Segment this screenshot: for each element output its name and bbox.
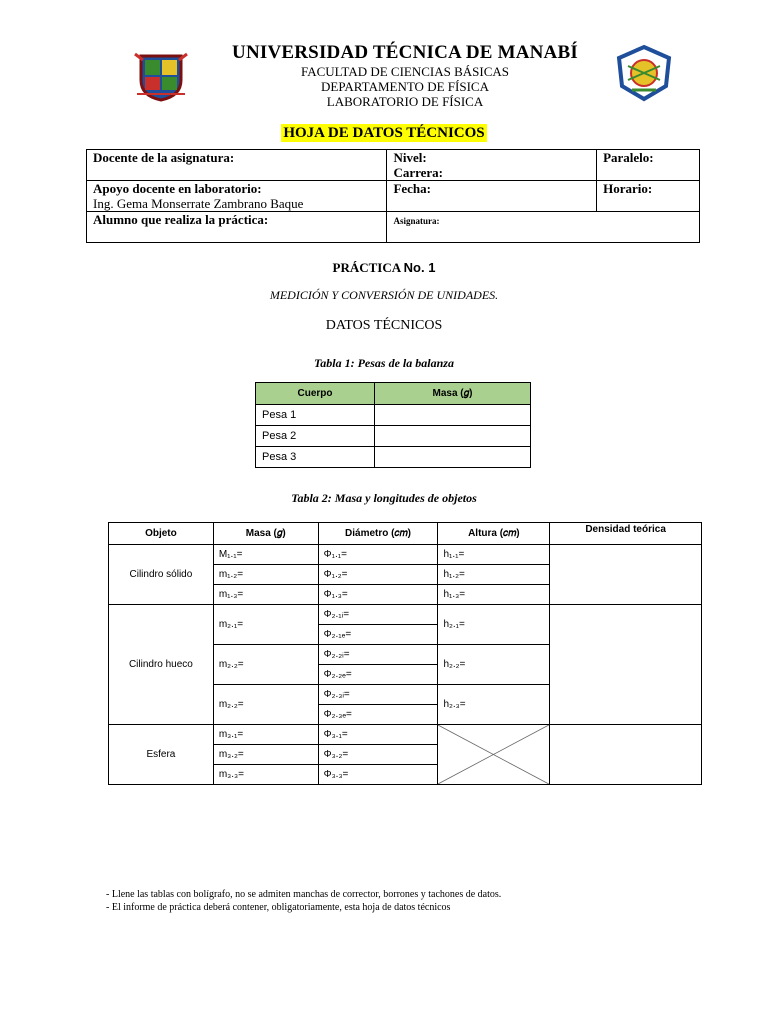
sheet-title: HOJA DE DATOS TÉCNICOS <box>283 125 485 141</box>
altura-cell[interactable]: h₁.₂= <box>438 565 550 585</box>
fecha-label: Fecha: <box>393 181 431 196</box>
altura-cell[interactable]: h₁.₃= <box>438 585 550 605</box>
practica-number: No. 1 <box>403 260 436 275</box>
diametro-cell[interactable]: Φ₂.₁ᵢ= <box>318 605 438 625</box>
diametro-cell[interactable]: Φ₁.₂= <box>318 565 438 585</box>
footnotes <box>106 888 501 914</box>
masa-cell[interactable]: m₁.₂= <box>213 565 318 585</box>
masa-cell[interactable]: m₂.₂= <box>213 645 318 685</box>
tabla1-header-cuerpo: Cuerpo <box>256 383 375 405</box>
alumno-label: Alumno que realiza la práctica: <box>93 212 269 227</box>
tabla1-row-label: Pesa 2 <box>256 426 375 447</box>
masa-cell[interactable]: m₃.₂= <box>213 745 318 765</box>
densidad-cell-esfera[interactable] <box>550 725 702 785</box>
tabla2-header-diametro: Diámetro (𝑐𝑚) <box>318 523 438 545</box>
objeto-cilindro-hueco: Cilindro hueco <box>109 605 214 725</box>
objeto-esfera: Esfera <box>109 725 214 785</box>
masa-cell[interactable]: m₁.₃= <box>213 585 318 605</box>
document-header <box>190 42 620 109</box>
university-name: UNIVERSIDAD TÉCNICA DE MANABÍ <box>232 42 578 63</box>
tabla1-masa-input[interactable] <box>375 405 531 426</box>
practica-subtitle: MEDICIÓN Y CONVERSIÓN DE UNIDADES. <box>269 288 499 302</box>
cross-out-mark <box>438 725 549 784</box>
masa-cell[interactable]: m₃.₁= <box>213 725 318 745</box>
docente-label: Docente de la asignatura: <box>93 150 235 165</box>
altura-crossed-out <box>438 725 550 785</box>
horario-label: Horario: <box>603 181 653 196</box>
horario-cell[interactable] <box>597 181 700 212</box>
tabla2-header-masa: Masa (𝑔) <box>213 523 318 545</box>
department-name: DEPARTAMENTO DE FÍSICA <box>321 79 489 94</box>
practica-title <box>0 260 768 276</box>
alumno-cell[interactable] <box>87 212 387 243</box>
practica-label: PRÁCTICA <box>332 260 404 275</box>
altura-cell[interactable]: h₂.₁= <box>438 605 550 645</box>
paralelo-cell[interactable] <box>597 150 700 181</box>
tabla2-header-densidad: Densidad teórica <box>550 523 702 545</box>
lab-name: LABORATORIO DE FÍSICA <box>326 94 484 109</box>
objeto-cilindro-solido: Cilindro sólido <box>109 545 214 605</box>
masa-cell[interactable]: M₁.₁= <box>213 545 318 565</box>
masa-cell[interactable]: m₂.₁= <box>213 605 318 645</box>
tabla2-header-altura: Altura (𝑐𝑚) <box>438 523 550 545</box>
densidad-cell-hueco[interactable] <box>550 605 702 725</box>
footnote: - El informe de práctica deberá contener, obligatoriamente, esta hoja de datos técnicos <box>106 902 451 913</box>
department-logo <box>614 44 674 102</box>
diametro-cell[interactable]: Φ₁.₃= <box>318 585 438 605</box>
apoyo-name: Ing. Gema Monserrate Zambrano Baque <box>93 196 304 211</box>
diametro-cell[interactable]: Φ₂.₂ᵢ= <box>318 645 438 665</box>
footnote: - Llene las tablas con bolígrafo, no se admiten manchas de corrector, borrones y tachones de datos. <box>106 889 502 900</box>
tabla1-header-masa: Masa (𝑔) <box>375 383 531 405</box>
diametro-cell[interactable]: Φ₃.₃= <box>318 765 438 785</box>
faculty-name: FACULTAD DE CIENCIAS BÁSICAS <box>300 64 510 79</box>
diametro-cell[interactable]: Φ₂.₃ₑ= <box>318 705 438 725</box>
fecha-cell[interactable] <box>387 181 597 212</box>
tabla2-header-objeto: Objeto <box>109 523 214 545</box>
diametro-cell[interactable]: Φ₂.₂ₑ= <box>318 665 438 685</box>
university-crest-logo <box>133 50 189 102</box>
altura-cell[interactable]: h₁.₁= <box>438 545 550 565</box>
paralelo-label: Paralelo: <box>603 150 654 165</box>
tabla1-masa-input[interactable] <box>375 447 531 468</box>
tabla1-masa-input[interactable] <box>375 426 531 447</box>
diametro-cell[interactable]: Φ₃.₁= <box>318 725 438 745</box>
asignatura-label: Asignatura: <box>393 216 440 226</box>
masa-cell[interactable]: m₃.₃= <box>213 765 318 785</box>
docente-cell[interactable] <box>87 150 387 181</box>
apoyo-cell[interactable] <box>87 181 387 212</box>
tabla1-row-label: Pesa 1 <box>256 405 375 426</box>
tabla2-caption: Tabla 2: Masa y longitudes de objetos <box>291 491 477 505</box>
densidad-cell-solido[interactable] <box>550 545 702 605</box>
altura-cell[interactable]: h₂.₂= <box>438 645 550 685</box>
diametro-cell[interactable]: Φ₃.₂= <box>318 745 438 765</box>
nivel-label: Nivel: <box>393 150 427 165</box>
masa-cell[interactable]: m₂.₂= <box>213 685 318 725</box>
tabla2 <box>108 522 702 785</box>
apoyo-label: Apoyo docente en laboratorio: <box>93 181 262 196</box>
nivel-carrera-cell[interactable] <box>387 150 597 181</box>
diametro-cell[interactable]: Φ₂.₃ᵢ= <box>318 685 438 705</box>
tabla1 <box>255 382 531 468</box>
info-table <box>86 149 700 243</box>
diametro-cell[interactable]: Φ₂.₁ₑ= <box>318 625 438 645</box>
tabla1-caption: Tabla 1: Pesas de la balanza <box>314 356 454 370</box>
carrera-label: Carrera: <box>393 165 444 180</box>
sheet-title-wrap <box>0 124 768 142</box>
asignatura-cell[interactable] <box>387 212 700 243</box>
section-title: DATOS TÉCNICOS <box>325 318 443 333</box>
diametro-cell[interactable]: Φ₁.₁= <box>318 545 438 565</box>
tabla1-row-label: Pesa 3 <box>256 447 375 468</box>
altura-cell[interactable]: h₂.₃= <box>438 685 550 725</box>
